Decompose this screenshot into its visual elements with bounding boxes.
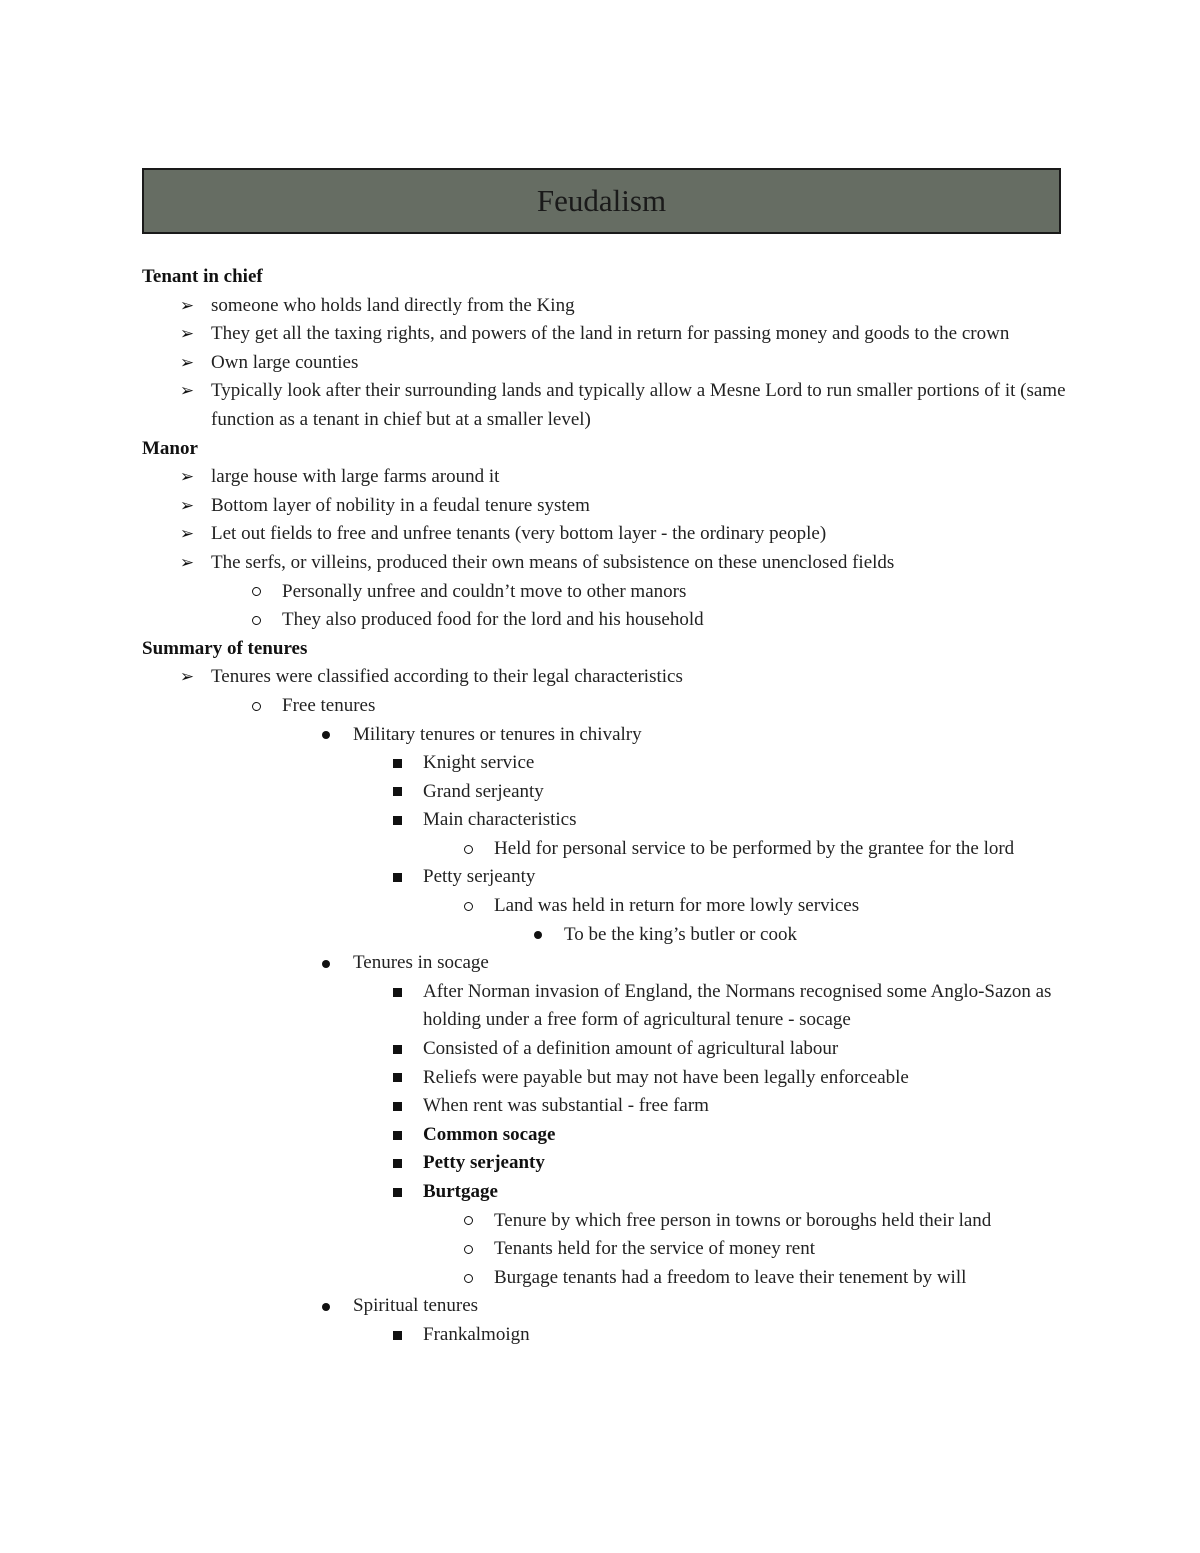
list-item-text: Typically look after their surrounding lands and typically allow a Mesne Lord to run smaller portions of it (same function as a tenant in chief but at a smaller level)	[211, 380, 1066, 430]
list-item-text: The serfs, or villeins, produced their own means of subsistence on these unenclosed fields	[211, 551, 895, 573]
list-item-text: Petty serjeanty	[423, 1152, 545, 1174]
section-heading: Manor	[142, 437, 198, 459]
arrow-bullet-icon: ➢	[179, 667, 195, 688]
list-item	[142, 463, 1072, 492]
list-item-text: When rent was substantial - free farm	[423, 1095, 709, 1117]
list-item	[142, 492, 1072, 521]
filled-dot-bullet-icon	[528, 921, 548, 950]
list-item	[142, 806, 1072, 835]
filled-dot-bullet-icon	[316, 1292, 336, 1321]
arrow-bullet-icon: ➢	[179, 524, 195, 545]
list-item	[142, 863, 1072, 892]
list-item	[142, 1149, 1072, 1178]
list-item-text: someone who holds land directly from the King	[211, 294, 575, 316]
arrow-bullet-icon: ➢	[179, 552, 195, 573]
arrow-bullet-icon: ➢	[179, 495, 195, 516]
list-item-text: Military tenures or tenures in chivalry	[353, 723, 642, 745]
section-heading: Summary of tenures	[142, 637, 308, 659]
list-item	[142, 835, 1072, 864]
list-item	[142, 1178, 1072, 1207]
arrow-bullet-icon: ➢	[179, 352, 195, 373]
hollow-circle-bullet-icon	[458, 835, 478, 864]
list-item-text: Grand serjeanty	[423, 780, 544, 802]
list-item	[142, 892, 1072, 921]
hollow-circle-bullet-icon	[458, 1235, 478, 1264]
list-item-text: Knight service	[423, 752, 535, 774]
list-item	[142, 606, 1072, 635]
square-bullet-icon	[387, 1092, 407, 1121]
list-item-text: Burgage tenants had a freedom to leave their tenement by will	[494, 1266, 967, 1288]
list-item-text: Held for personal service to be performed by the grantee for the lord	[494, 837, 1015, 859]
list-item	[142, 921, 1072, 950]
hollow-circle-bullet-icon	[246, 578, 266, 607]
square-bullet-icon	[387, 1121, 407, 1150]
list-item-text: Burtgage	[423, 1181, 498, 1202]
list-item-text: Spiritual tenures	[353, 1295, 479, 1317]
list-item-text: After Norman invasion of England, the Normans recognised some Anglo-Sazon as holding under a free form of agricultural tenure - socage	[423, 980, 1052, 1031]
list-item	[142, 949, 1072, 978]
square-bullet-icon	[387, 1321, 407, 1350]
section-heading: Tenant in chief	[142, 266, 263, 287]
square-bullet-icon	[387, 1178, 407, 1207]
hollow-circle-bullet-icon	[458, 892, 478, 921]
hollow-circle-bullet-icon	[458, 1264, 478, 1293]
list-item-text: Main characteristics	[423, 809, 577, 831]
square-bullet-icon	[387, 778, 407, 807]
list-item	[142, 349, 1072, 378]
list-item-text: They get all the taxing rights, and powers of the land in return for passing money and goods to the crown	[211, 323, 1010, 345]
square-bullet-icon	[387, 1035, 407, 1064]
list-item-text: Frankalmoign	[423, 1323, 530, 1345]
list-item-text: Tenures in socage	[353, 952, 489, 974]
page-title: Feudalism	[536, 183, 667, 218]
square-bullet-icon	[387, 863, 407, 892]
arrow-bullet-icon: ➢	[179, 324, 195, 345]
list-item-text: Personally unfree and couldn’t move to other manors	[282, 580, 687, 602]
document-body	[142, 263, 1072, 1350]
list-item-text: They also produced food for the lord and his household	[282, 609, 704, 631]
arrow-bullet-icon: ➢	[179, 381, 195, 402]
list-item	[142, 1292, 1072, 1321]
list-item	[142, 978, 1072, 1035]
square-bullet-icon	[387, 978, 407, 1007]
list-item	[142, 721, 1072, 750]
list-item	[142, 1064, 1072, 1093]
list-item	[142, 1207, 1072, 1236]
hollow-circle-bullet-icon	[246, 692, 266, 721]
list-item	[142, 1264, 1072, 1293]
list-item	[142, 377, 1072, 434]
list-item-text: Tenure by which free person in towns or boroughs held their land	[494, 1209, 992, 1231]
list-item	[142, 520, 1072, 549]
filled-dot-bullet-icon	[316, 721, 336, 750]
arrow-bullet-icon: ➢	[179, 467, 195, 488]
square-bullet-icon	[387, 749, 407, 778]
list-item	[142, 778, 1072, 807]
square-bullet-icon	[387, 806, 407, 835]
list-item	[142, 749, 1072, 778]
list-item	[142, 578, 1072, 607]
list-item	[142, 1321, 1072, 1350]
list-item-text: Common socage	[423, 1123, 556, 1145]
list-item	[142, 1092, 1072, 1121]
list-item-text: Tenants held for the service of money rent	[494, 1238, 816, 1260]
filled-dot-bullet-icon	[316, 949, 336, 978]
list-item-text: large house with large farms around it	[211, 466, 500, 488]
hollow-circle-bullet-icon	[458, 1207, 478, 1236]
list-item-text: Free tenures	[282, 694, 376, 716]
list-item	[142, 1035, 1072, 1064]
list-item	[142, 549, 1072, 578]
list-item-text: Let out fields to free and unfree tenants (very bottom layer - the ordinary people)	[211, 523, 827, 545]
list-item	[142, 1121, 1072, 1150]
list-item-text: Land was held in return for more lowly services	[494, 895, 860, 917]
list-item-text: To be the king’s butler or cook	[564, 923, 797, 945]
list-item	[142, 692, 1072, 721]
hollow-circle-bullet-icon	[246, 606, 266, 635]
list-item	[142, 292, 1072, 321]
list-item	[142, 663, 1072, 692]
list-item-text: Petty serjeanty	[423, 866, 536, 888]
list-item-text: Consisted of a definition amount of agricultural labour	[423, 1038, 839, 1060]
square-bullet-icon	[387, 1064, 407, 1093]
arrow-bullet-icon: ➢	[179, 295, 195, 316]
list-item	[142, 1235, 1072, 1264]
title-banner	[142, 168, 1061, 234]
list-item-text: Bottom layer of nobility in a feudal tenure system	[211, 494, 590, 516]
list-item-text: Tenures were classified according to their legal characteristics	[211, 666, 683, 688]
list-item-text: Own large counties	[211, 351, 359, 373]
square-bullet-icon	[387, 1149, 407, 1178]
list-item-text: Reliefs were payable but may not have been legally enforceable	[423, 1066, 909, 1088]
list-item	[142, 320, 1072, 349]
